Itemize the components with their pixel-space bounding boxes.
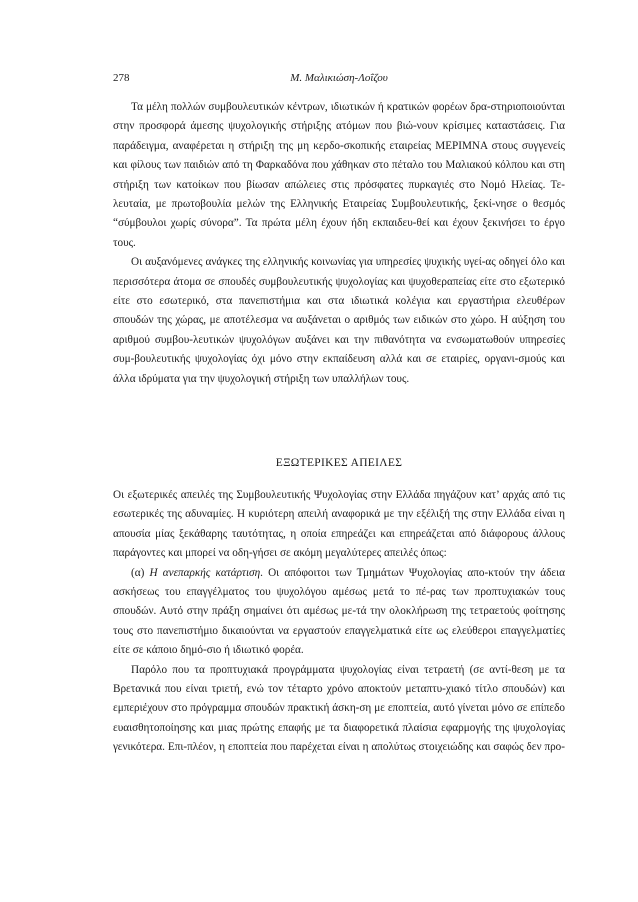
paragraph: Οι εξωτερικές απειλές της Συμβουλευτικής Ψυχολογίας στην Ελλάδα πηγάζουν κατ’ αρχάς από τις εσωτερικές της αδυναμίες. Η κυριότερη απειλή αναφορικά με την εξέλιξή της στην Ελλάδα είναι η απουσία μίας ξεκάθαρης ταυτότητας, η οποία επηρεάζει και επηρεάζεται από διάφορους άλλους παράγοντες και μπορεί να οδη-γήσει σε ακόμη μεγαλύτερες απειλές όπως: <box>113 489 565 560</box>
section-heading: ΕΞΩΤΕΡΙΚΕΣ ΑΠΕΙΛΕΣ <box>275 457 403 469</box>
body-text-top <box>113 98 565 389</box>
list-item-a <box>113 564 565 661</box>
paragraph: Παρόλο που τα προπτυχιακά προγράμματα ψυχολογίας είναι τετραετή (σε αντί-θεση με τα Βρετανικά που είναι τριετή, ενώ τον τέταρτο χρόνο αποκτούν μεταπτυ-χιακό τίτλο σπουδών) και εμπεριέχουν στο πρόγραμμα σπουδών πρακτική άσκη-ση με εποπτεία, αυτό γίνεται μόνο σε επίπεδο ευαισθητοποίησης και μιας πρώτης επαφής με τα διαφορετικά πλαίσια εφαρμογής της ψυχολογίας γενικότερα. Επι-πλέον, η εποπτεία που παρέχεται είναι η απολύτως στοιχειώδης και σαφώς δεν προ- <box>113 663 565 754</box>
page-number: 278 <box>113 72 130 84</box>
list-item-label: (α) <box>131 566 150 579</box>
list-item-title: Η ανεπαρκής κατάρτιση <box>149 566 261 579</box>
paragraph: Οι αυξανόμενες ανάγκες της ελληνικής κοινωνίας για υπηρεσίες ψυχικής υγεί-ας οδηγεί όλο και περισσότερα άτομα σε σπουδές συμβουλευτικής ψυχολογίας και ψυχοθεραπείας είτε στο εξωτερικό είτε στο εσωτερικό, στα πανεπιστήμια και στα ιδιωτικά κολέγια και εργαστήρια ελευθέρων σπουδών της χώρας, με αποτέλεσμα να αυξάνεται ο αριθμός των ειδικών στο χώρο. Η αύξηση του αριθμού συμβου-λευτικών ψυχολόγων αυξάνει και την πιθανότητα να ενσωματωθούν υπηρεσίες συμ-βουλευτικής ψυχολογίας όχι μόνο στην εκπαίδευση αλλά και σε εταιρίες, οργανι-σμούς και άλλα ιδρύματα για την ψυχολογική στήριξη των υπαλλήλων τους. <box>113 256 565 385</box>
page-header <box>113 70 565 86</box>
paragraph: Τα μέλη πολλών συμβουλευτικών κέντρων, ιδιωτικών ή κρατικών φορέων δρα-στηριοποιούνται στην προσφορά άμεσης ψυχολογικής στήριξης ατόμων που βιώ-νουν κρίσιμες καταστάσεις. Για παράδειγμα, αναφέρεται η στήριξη της μη κερδο-σκοπικής εταιρείας ΜΕΡΙΜΝΑ στους συγγενείς και φίλους των παιδιών από τη Φαρκαδόνα που χάθηκαν στο πέταλο του Μαλιακού κόλπου και στη στήριξη των κατοίκων που βίωσαν απώλειες στις πρόσφατες πυρκαγιές στο Νομό Ηλείας. Τε-λευταία, με πρωτοβουλία μελών της Ελληνικής Εταιρείας Συμβουλευτικής, ξεκί-νησε ο θεσμός “σύμβουλοι χωρίς σύνορα”. Τα πρώτα μέλη έχουν ήδη εκπαιδευ-θεί και έχουν ξεκινήσει το έργο τους. <box>113 101 565 249</box>
running-title: Μ. Μαλικιώση-Λοΐζου <box>290 72 388 84</box>
list-item-text: . Οι απόφοιτοι των Τμημάτων Ψυχολογίας απο-κτούν την άδεια ασκήσεως του επαγγέλματος του ψυχολόγου αμέσως μετά το πέ-ρας των προπτυχιακών τους σπουδών. Αυτό στην πράξη σημαίνει ότι αμέσως με-τά την ολοκλήρωση της τετραετούς φοίτησης τους στο πανεπιστήμιο δικαιούνται να εργαστούν επαγγελματικά είτε ως ελεύθεροι επαγγελματίες είτε σε κάποιο δημό-σιο ή ιδιωτικό φορέα. <box>113 566 565 657</box>
body-text-bottom <box>113 486 565 758</box>
